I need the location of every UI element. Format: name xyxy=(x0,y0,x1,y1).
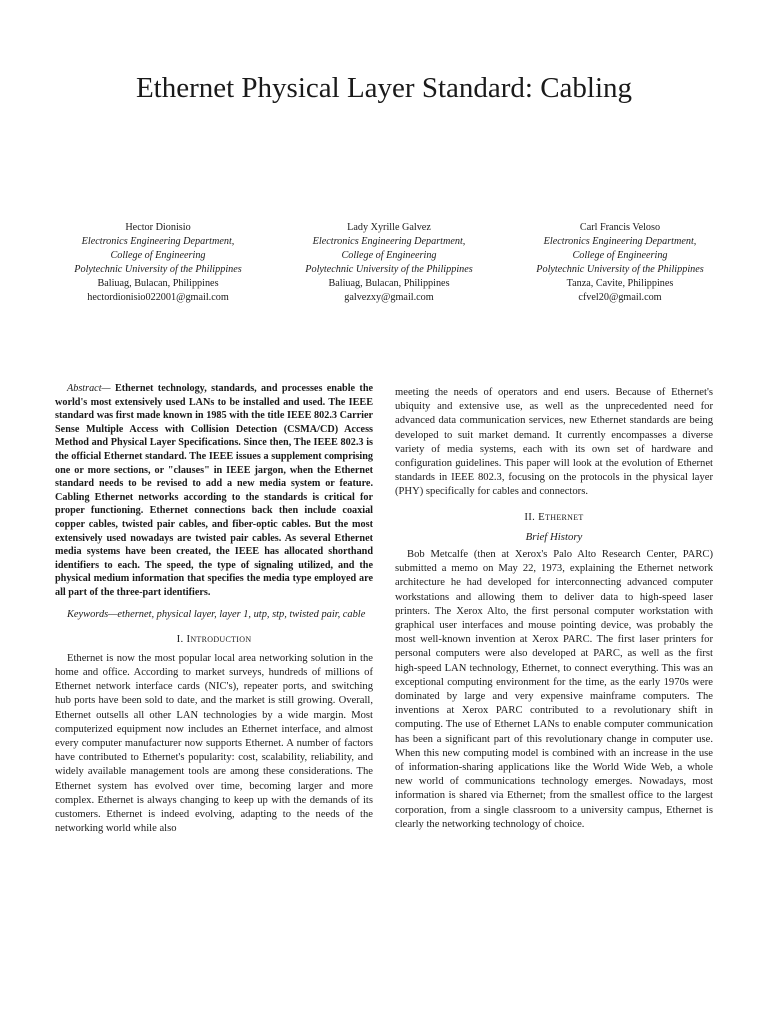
keywords: Keywords—ethernet, physical layer, layer 1, utp, stp, twisted pair, cable xyxy=(67,608,366,620)
author-location: Baliuag, Bulacan, Philippines xyxy=(328,278,450,289)
author-college: College of Engineering xyxy=(110,250,206,261)
author-location: Tanza, Cavite, Philippines xyxy=(566,278,674,289)
author-department: Electronics Engineering Department, xyxy=(312,236,466,247)
author-email: cfvel20@gmail.com xyxy=(578,292,662,303)
section-heading-ethernet: II. Ethernet xyxy=(524,510,584,523)
author-university: Polytechnic University of the Philippines xyxy=(74,264,242,275)
introduction-text: Ethernet is now the most popular local area networking solution in the home and office. According to market surveys, hundreds of millions of Ethernet network interface cards (NIC's), repeater ports, and switching hub ports have been sold to date, and the market is still growing. Overall, Ethernet outsells all other LAN technologies by a wide margin. Most computerized equipment now includes an Ethernet interface, and almost every computer manufacturer now supports Ethernet. A number of factors have contributed to Ethernet's popularity: cost, scalability, reliability, and widely available management tools are among these considerations. The Ethernet system has evolved over time, becoming larger and more complex. Ethernet is always changing to keep up with the demands of its customers. Ethernet is indeed evolving, adapting to the needs of the networking world while also xyxy=(55,652,373,835)
author-name: Hector Dionisio xyxy=(125,222,191,233)
left-column xyxy=(55,382,373,836)
author-name: Lady Xyrille Galvez xyxy=(347,222,431,233)
author-email: hectordionisio022001@gmail.com xyxy=(87,292,229,303)
author-1 xyxy=(48,221,268,305)
abstract-lead: Abstract— xyxy=(67,383,111,394)
author-college: College of Engineering xyxy=(341,250,437,261)
author-3 xyxy=(510,221,730,305)
author-block xyxy=(48,221,730,305)
abstract xyxy=(55,382,373,600)
section-heading-introduction: I. Introduction xyxy=(176,632,252,645)
author-department: Electronics Engineering Department, xyxy=(81,236,235,247)
author-2 xyxy=(279,221,499,305)
right-column xyxy=(395,386,713,832)
abstract-body: Ethernet technology, standards, and processes enable the world's most extensively used LANs to be installed and used. The IEEE standard was first made known in 1985 with the title IEEE 802.3 Carrier Sense Multiple Access with Collision Detection (CSMA/CD) Access Method and Physical Layer Specifications. Since then, The IEEE 802.3 is the official Ethernet standard. The IEEE issues a supplement comprising one or more sections, or "clauses" in IEEE jargon, when the Ethernet standard needs to be revised to add a new media system or feature. Cabling Ethernet networks according to the standards is critical for proper functioning. Ethernet connections back then include coaxial copper cables, twisted pair cables, and fiber-optic cables. But the most extensively used nowadays are twisted pair cables. As several Ethernet media systems have been created, the IEEE has allocated shorthand identifiers to each. The speed, the type of signaling utilized, and the physical medium information that specifies the media type employed are all part of the three-part identifiers. xyxy=(55,383,374,598)
author-university: Polytechnic University of the Philippines xyxy=(305,264,473,275)
paper-title: Ethernet Physical Layer Standard: Cabling xyxy=(135,72,633,104)
author-location: Baliuag, Bulacan, Philippines xyxy=(97,278,219,289)
author-college: College of Engineering xyxy=(572,250,668,261)
author-university: Polytechnic University of the Philippines xyxy=(536,264,704,275)
subsection-heading-brief-history: Brief History xyxy=(525,530,583,543)
author-email: galvezxy@gmail.com xyxy=(344,292,434,303)
introduction-continued: meeting the needs of operators and end users. Because of Ethernet's ubiquity and extensive use, as well as the unprecedented need for advanced data communication services, new Ethernet standards are being developed to suit market demand. It currently encompasses a diverse variety of media systems, each with its own set of hardware and configuration guidelines. This paper will look at the evolution of Ethernet standards in IEEE 802.3, focusing on the protocols in the physical layer (PHY) specifically for cables and connectors. xyxy=(395,387,713,498)
brief-history-text: Bob Metcalfe (then at Xerox's Palo Alto Research Center, PARC) submitted a memo on May 22, 1973, explaining the Ethernet network architecture he had developed for interconnecting advanced computer workstations and allowing them to deliver data to high-speed laser printers. The Xerox Alto, the first personal computer workstation with graphical user interfaces and mouse pointing device, was probably the most well-known invention at Xerox PARC. The first laser printers for personal computers were also developed at PARC, as well as the first high-speed LAN technology, Ethernet, to connect everything. This was an exceptional computing environment for the time, as the early 1970s were dominated by large and very expensive mainframe computers. The inventions at Xerox PARC contributed to a revolutionary shift in computing. The use of Ethernet LANs to enable computer communication has been a significant part of this revolutionary change in computer use. When this new computing model is combined with an increase in the use of information-sharing applications like the World Wide Web, a whole new world of communications technology emerges. Nowadays, most information is shared via Ethernet; from the smallest office to the largest corporation, from a single classroom to a university campus, Ethernet is clearly the networking technology of choice. xyxy=(395,549,713,830)
author-department: Electronics Engineering Department, xyxy=(543,236,697,247)
author-name: Carl Francis Veloso xyxy=(579,222,661,233)
